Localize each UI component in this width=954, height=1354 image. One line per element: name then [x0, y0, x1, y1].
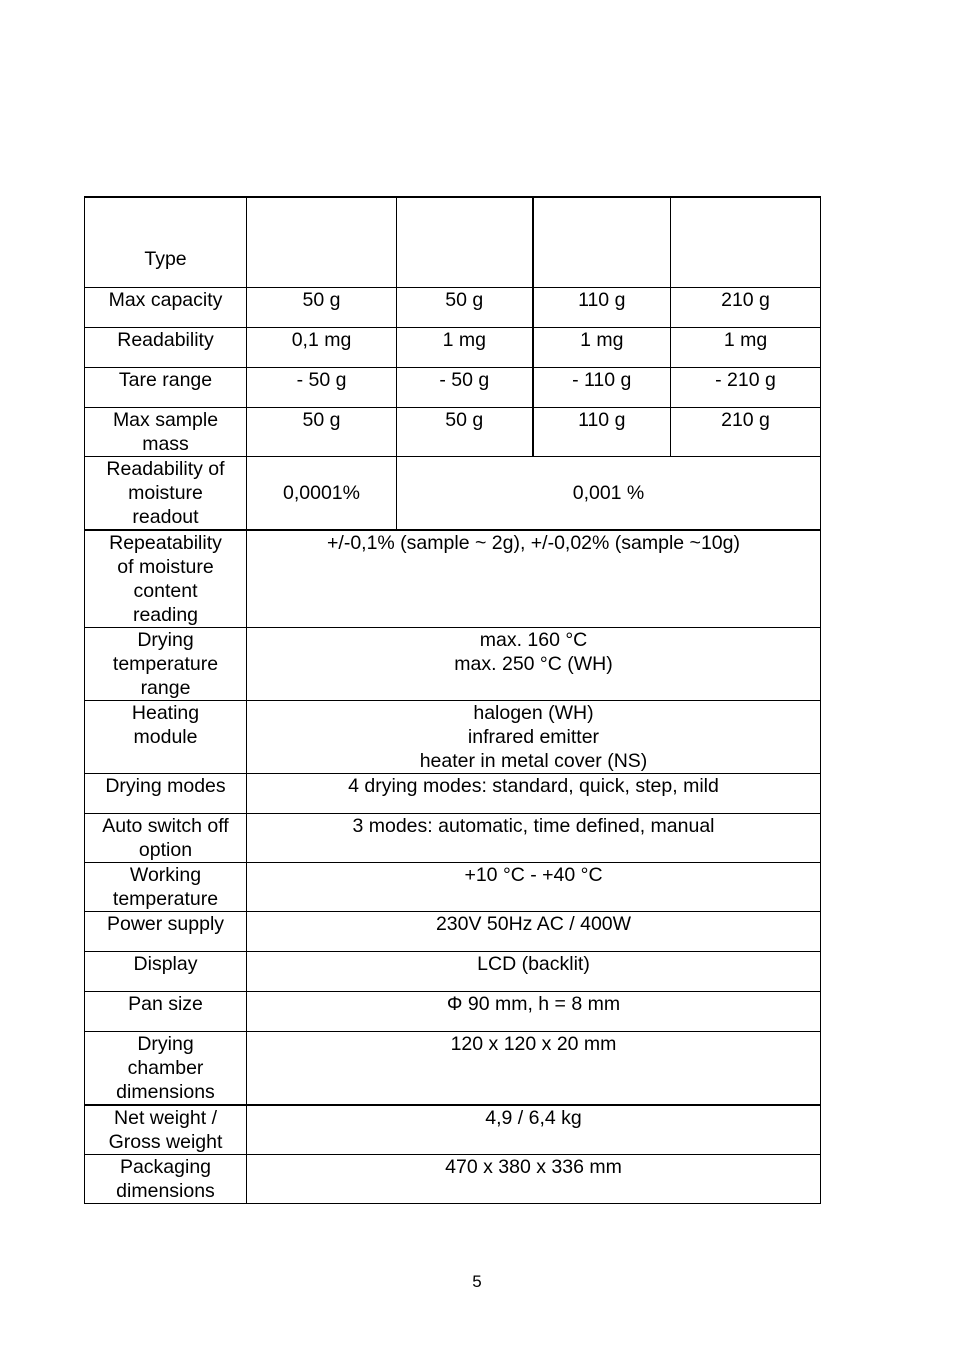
max-sample-mass-row: [85, 407, 821, 456]
tare-range-value-2: - 50 g: [397, 367, 533, 407]
auto-switch-off-row: [85, 813, 821, 862]
max-capacity-value-1: 50 g: [247, 287, 397, 327]
type-row: [85, 197, 821, 287]
packaging-row: [85, 1154, 821, 1203]
pan-size-label: Pan size: [85, 991, 247, 1031]
max-capacity-row: [85, 287, 821, 327]
display-value: LCD (backlit): [247, 951, 821, 991]
tare-range-row: [85, 367, 821, 407]
drying-temperature-value: max. 160 °C max. 250 °C (WH): [247, 627, 821, 700]
drying-modes-label: Drying modes: [85, 773, 247, 813]
auto-switch-off-label: Auto switch off option: [85, 813, 247, 862]
drying-temperature-label: Drying temperature range: [85, 627, 247, 700]
readability-row: [85, 327, 821, 367]
packaging-value: 470 x 380 x 336 mm: [247, 1154, 821, 1203]
pan-size-value: Φ 90 mm, h = 8 mm: [247, 991, 821, 1031]
readability-label: Readability: [85, 327, 247, 367]
chamber-dimensions-row: [85, 1031, 821, 1105]
weight-label: Net weight / Gross weight: [85, 1105, 247, 1155]
tare-range-value-3: - 110 g: [533, 367, 671, 407]
power-supply-value: 230V 50Hz AC / 400W: [247, 911, 821, 951]
chamber-dimensions-label: Drying chamber dimensions: [85, 1031, 247, 1105]
readability-value-3: 1 mg: [533, 327, 671, 367]
heating-module-value: halogen (WH) infrared emitter heater in metal cover (NS): [247, 700, 821, 773]
tare-range-value-4: - 210 g: [671, 367, 821, 407]
readability-value-4: 1 mg: [671, 327, 821, 367]
max-capacity-value-3: 110 g: [533, 287, 671, 327]
display-row: [85, 951, 821, 991]
model-3-header: [533, 197, 671, 287]
working-temperature-label: Working temperature: [85, 862, 247, 911]
drying-modes-row: [85, 773, 821, 813]
tare-range-label: Tare range: [85, 367, 247, 407]
max-capacity-label: Max capacity: [85, 287, 247, 327]
heating-module-row: [85, 700, 821, 773]
moisture-readability-value-rest: 0,001 %: [397, 456, 821, 530]
weight-value: 4,9 / 6,4 kg: [247, 1105, 821, 1155]
tare-range-value-1: - 50 g: [247, 367, 397, 407]
packaging-label: Packaging dimensions: [85, 1154, 247, 1203]
display-label: Display: [85, 951, 247, 991]
repeatability-value: +/-0,1% (sample ~ 2g), +/-0,02% (sample ~10g): [247, 530, 821, 628]
readability-value-2: 1 mg: [397, 327, 533, 367]
max-capacity-value-2: 50 g: [397, 287, 533, 327]
readability-value-1: 0,1 mg: [247, 327, 397, 367]
model-1-header: [247, 197, 397, 287]
pan-size-row: [85, 991, 821, 1031]
repeatability-row: [85, 530, 821, 628]
max-sample-mass-value-1: 50 g: [247, 407, 397, 456]
moisture-readability-label: Readability of moisture readout: [85, 456, 247, 530]
drying-temperature-row: [85, 627, 821, 700]
model-2-header: [397, 197, 533, 287]
power-supply-row: [85, 911, 821, 951]
moisture-readability-row: [85, 456, 821, 530]
moisture-readability-value-1: 0,0001%: [247, 456, 397, 530]
heating-module-label: Heating module: [85, 700, 247, 773]
type-label: Type: [85, 197, 247, 287]
max-sample-mass-value-3: 110 g: [533, 407, 671, 456]
weight-row: [85, 1105, 821, 1155]
repeatability-label: Repeatability of moisture content reading: [85, 530, 247, 628]
max-sample-mass-label: Max sample mass: [85, 407, 247, 456]
working-temperature-value: +10 °C - +40 °C: [247, 862, 821, 911]
power-supply-label: Power supply: [85, 911, 247, 951]
specification-table: [84, 196, 821, 1204]
max-sample-mass-value-2: 50 g: [397, 407, 533, 456]
max-sample-mass-value-4: 210 g: [671, 407, 821, 456]
max-capacity-value-4: 210 g: [671, 287, 821, 327]
page-number: 5: [472, 1272, 482, 1291]
auto-switch-off-value: 3 modes: automatic, time defined, manual: [247, 813, 821, 862]
working-temperature-row: [85, 862, 821, 911]
model-4-header: [671, 197, 821, 287]
drying-modes-value: 4 drying modes: standard, quick, step, mild: [247, 773, 821, 813]
chamber-dimensions-value: 120 x 120 x 20 mm: [247, 1031, 821, 1105]
